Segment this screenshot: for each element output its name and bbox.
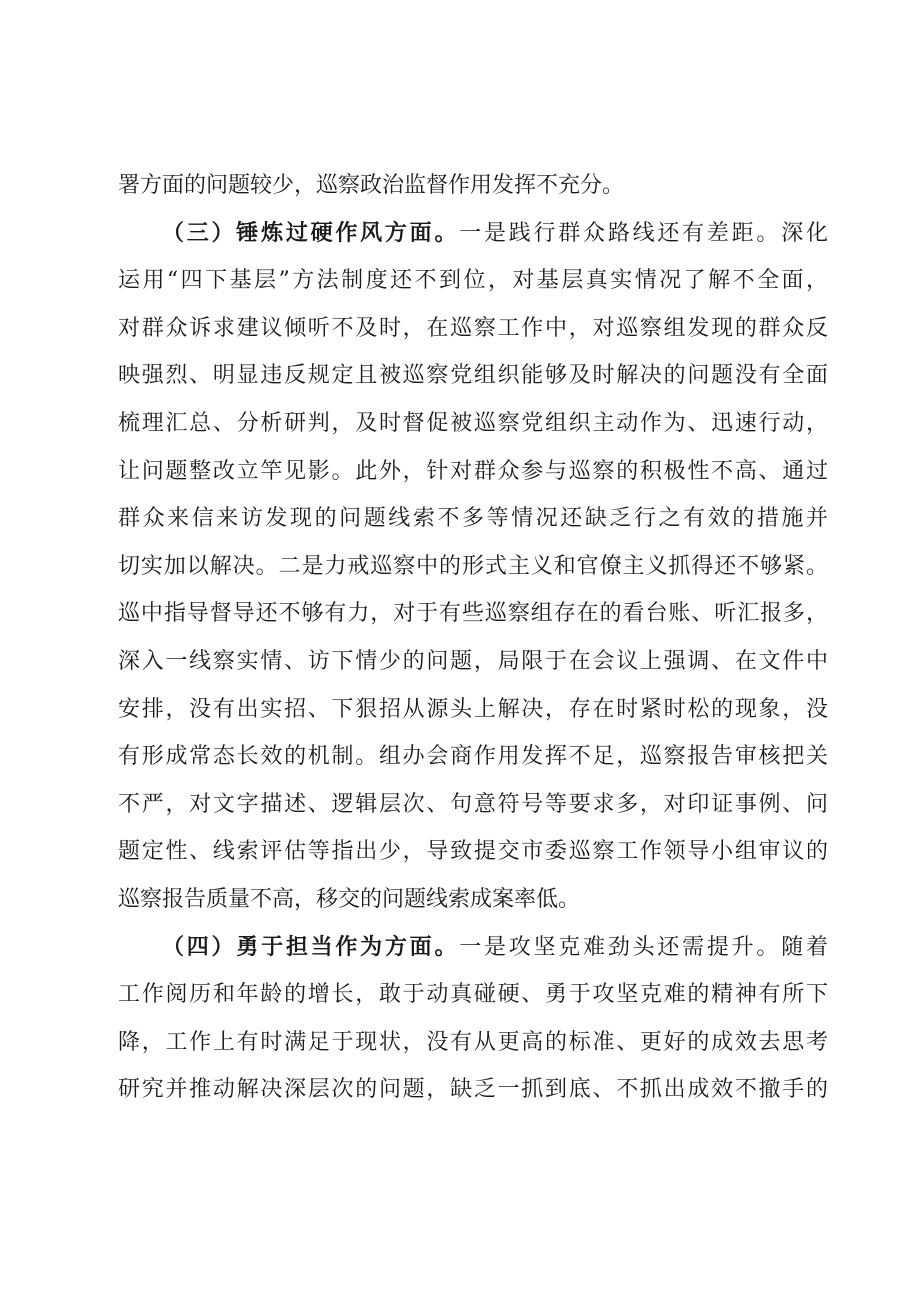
text-line: 降，工作上有时满足于现状，没有从更高的标准、更好的成效去思考 <box>118 1029 828 1055</box>
text-line: 有形成常态长效的机制。组办会商作用发挥不足，巡察报告审核把关 <box>118 744 828 770</box>
text-line: 深入一线察实情、访下情少的问题，局限于在会议上强调、在文件中 <box>118 648 828 674</box>
text-line: 对群众诉求建议倾听不及时，在巡察工作中，对巡察组发现的群众反 <box>118 315 828 341</box>
text-line: 让问题整改立竿见影。此外，针对群众参与巡察的积极性不高、通过 <box>118 458 828 484</box>
text-line: 署方面的问题较少，巡察政治监督作用发挥不充分。 <box>118 173 625 198</box>
text-line: 一是践行群众路线还有差距。深化 <box>459 220 828 246</box>
text-line: 巡察报告质量不高，移交的问题线索成案率低。 <box>118 886 581 912</box>
text-line: 安排，没有出实招、下狠招从源头上解决，存在时紧时松的现象，没 <box>118 696 828 722</box>
text-line: 题定性、线索评估等指出少，导致提交市委巡察工作领导小组审议的 <box>118 839 828 865</box>
paragraph-4-first-line <box>118 924 828 972</box>
text-line: 梳理汇总、分析研判，及时督促被巡察党组织主动作为、迅速行动， <box>118 410 828 436</box>
text-line: 群众来信来访发现的问题线索不多等情况还缺乏行之有效的措施并 <box>118 506 828 532</box>
text-line: 运用“四下基层”方法制度还不到位，对基层真实情况了解不全面， <box>118 268 828 294</box>
text-line: 一是攻坚克难劲头还需提升。随着 <box>459 934 828 960</box>
section-heading-4: （四）勇于担当作为方面。 <box>162 934 460 960</box>
text-line: 切实加以解决。二是力戒巡察中的形式主义和官僚主义抓得还不够紧。 <box>118 553 828 579</box>
text-line: 工作阅历和年龄的增长，敢于动真碰硬、勇于攻坚克难的精神有所下 <box>118 982 828 1008</box>
text-line: 映强烈、明显违反规定且被巡察党组织能够及时解决的问题没有全面 <box>118 363 828 389</box>
paragraph-3-first-line <box>118 210 828 258</box>
text-line: 不严，对文字描述、逻辑层次、句意符号等要求多，对印证事例、问 <box>118 791 828 817</box>
text-line: 巡中指导督导还不够有力，对于有些巡察组存在的看台账、听汇报多， <box>118 601 828 627</box>
text-line: 研究并推动解决深层次的问题，缺乏一抓到底、不抓出成效不撤手的 <box>118 1077 828 1103</box>
section-heading-3: （三）锤炼过硬作风方面。 <box>162 220 460 246</box>
document-body <box>118 162 828 1114</box>
